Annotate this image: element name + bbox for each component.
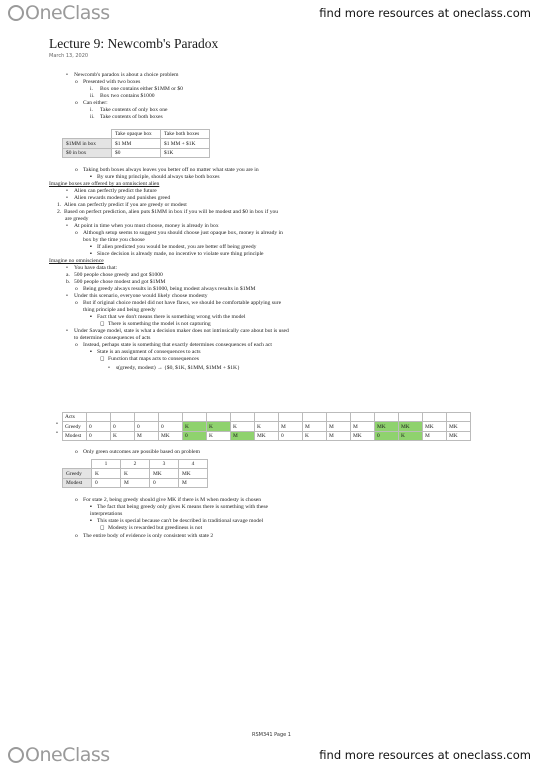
note-line (75, 449, 200, 456)
note-line (66, 195, 170, 202)
outcome-cell: MK (351, 431, 375, 440)
row-label: Modest (63, 431, 87, 440)
outcome-cell: M (351, 422, 375, 431)
note-text: Imagine no omniscience (49, 258, 104, 264)
outcome-cell: 0 (87, 422, 111, 431)
note-line (75, 286, 255, 293)
acts-state-table (62, 412, 471, 441)
outcome-cell: 0 (111, 422, 135, 431)
logo-ring-icon (8, 5, 24, 21)
note-line (66, 223, 219, 230)
bullet-marker: • (66, 293, 68, 299)
table-header-cell: 4 (179, 460, 208, 469)
note-text: Under this scenario, everyone would likely choose modesty (74, 293, 208, 299)
outcome-cell: K (207, 431, 231, 440)
outcome-cell: M (135, 431, 159, 440)
table-row (63, 139, 210, 148)
outcome-cell: 0 (375, 431, 399, 440)
note-line (90, 86, 183, 93)
bullet-marker: ▪ (90, 174, 92, 180)
bullet-marker: ▪ (90, 251, 92, 257)
outcome-cell: K (183, 422, 207, 431)
note-line (90, 244, 256, 251)
note-line (57, 209, 278, 216)
page-label: RSM341 Page 1 (252, 732, 291, 738)
note-text: Taking both boxes always leaves you better off no matter what state you are in (83, 167, 259, 173)
bullet-marker: • (66, 265, 68, 271)
bullet-marker: • (66, 223, 68, 229)
oneclass-logo-footer[interactable]: OneClass (8, 744, 110, 766)
row-label: Greedy (63, 422, 87, 431)
outcome-cell: K (111, 431, 135, 440)
bullet-marker: o (75, 497, 78, 503)
outcome-cell: MK (255, 431, 279, 440)
note-line (90, 174, 220, 181)
note-text: Newcomb's paradox is about a choice problem (74, 72, 179, 78)
note-text: The entire body of evidence is only consistent with state 2 (83, 533, 214, 539)
outcome-cell: 0 (183, 431, 207, 440)
note-text: State is an assignment of consequences to acts (97, 349, 201, 355)
note-line (75, 533, 213, 540)
note-text: Being greedy always results in $1000, being modest always results in $1MM (83, 286, 256, 292)
bullet-marker: ▪ (90, 504, 92, 510)
table-row (63, 422, 471, 431)
outcome-cell: MK (447, 422, 471, 431)
note-line (90, 518, 263, 525)
note-text: Presented with two boxes (83, 79, 141, 85)
outcome-cell: M (279, 422, 303, 431)
table-cell: $1MM in box (63, 139, 112, 148)
lecture-date: March 13, 2020 (49, 53, 89, 59)
note-line (90, 114, 163, 121)
bullet-marker: ▪ (90, 314, 92, 320)
outcome-cell: MK (423, 422, 447, 431)
note-line (100, 525, 202, 532)
table-cell: K (92, 469, 121, 478)
note-text: thing principle and being greedy (83, 307, 156, 313)
bullet-marker: o (75, 342, 78, 348)
table-cell: K (121, 469, 150, 478)
bullet-marker: ◻ (100, 525, 105, 531)
outcome-cell: M (231, 431, 255, 440)
acts-label: Acts (63, 413, 87, 422)
bullet-marker: o (75, 167, 78, 173)
table-cell: Greedy (63, 469, 92, 478)
table-cell: Modest (63, 478, 92, 487)
bullet-marker: • (66, 328, 68, 334)
note-text: 500 people chose modest and got $1MM (74, 279, 166, 285)
note-text: If alien predicted you would be modest, you are better off being greedy (97, 244, 257, 250)
section-heading (49, 181, 159, 188)
note-text: At point in time when you must choose, money is already in box (74, 223, 219, 229)
note-text: By sure thing principle, should always take both boxes (97, 174, 220, 180)
note-text: Instead, perhaps state is something that exactly determines consequences of each act (83, 342, 272, 348)
outcome-cell: MK (159, 431, 183, 440)
table-header-cell: 2 (121, 460, 150, 469)
outcome-cell: K (399, 431, 423, 440)
note-line (66, 272, 163, 279)
bullet-marker: • (66, 72, 68, 78)
note-line (90, 314, 245, 321)
note-text: For state 2, being greedy should give MK if there is M when modesty is chosen (83, 497, 262, 503)
outcome-cell: 0 (87, 431, 111, 440)
table-cell: $1 MM (112, 139, 161, 148)
note-text: You have data that: (74, 265, 118, 271)
note-line (75, 497, 261, 504)
note-line (90, 511, 122, 518)
note-text: Modesty is rewarded but greediness is not (108, 525, 203, 531)
bullet-marker: • (56, 421, 58, 427)
bullet-marker: b. (66, 279, 71, 285)
outcome-cell: MK (399, 422, 423, 431)
bullet-marker: ▪ (90, 244, 92, 250)
outcome-cell: M (303, 422, 327, 431)
note-text: Box one contains either $1MM or $0 (100, 86, 183, 92)
outcome-cell: M (327, 422, 351, 431)
note-line (90, 107, 168, 114)
table-cell: 0 (150, 478, 179, 487)
note-line (66, 293, 208, 300)
bullet-marker: o (75, 230, 78, 236)
logo-ring-icon (8, 747, 24, 763)
bullet-marker: o (75, 533, 78, 539)
outcome-cell: 0 (159, 422, 183, 431)
lecture-title: Lecture 9: Newcomb's Paradox (49, 36, 219, 51)
note-text: Since decision is already made, no incentive to violate sure thing principle (97, 251, 264, 257)
table-cell: $1 MM + $1K (161, 139, 210, 148)
table-row (63, 431, 471, 440)
bullet-marker: ◻ (100, 356, 105, 362)
bullet-marker: o (75, 79, 78, 85)
table-cell: $0 in box (63, 148, 112, 157)
bullet-marker: i. (90, 86, 93, 92)
bullet-marker: • (108, 365, 110, 371)
note-text: Alien rewards modesty and punishes greed (74, 195, 171, 201)
table-row (63, 478, 208, 487)
note-line (57, 202, 187, 209)
note-line (75, 230, 283, 237)
note-line (90, 349, 201, 356)
note-line (66, 279, 165, 286)
note-text: are greedy (65, 216, 89, 222)
note-text: But if original choice model did not have flaws, we should be comfortable applying sure (83, 300, 282, 306)
bullet-marker: 1. (57, 202, 62, 208)
note-text: Alien can perfectly predict the future (74, 188, 157, 194)
outcome-cell: K (207, 422, 231, 431)
note-line (75, 307, 156, 314)
bullet-marker: ▪ (90, 349, 92, 355)
note-line (57, 216, 88, 223)
bullet-marker: • (66, 188, 68, 194)
note-text: Box two contains $1000 (100, 93, 155, 99)
note-text: Although setup seems to suggest you should choose just opaque box, money is already in (83, 230, 283, 236)
table-row (63, 148, 210, 157)
table-header-cell: 3 (150, 460, 179, 469)
outcome-cell: M (327, 431, 351, 440)
note-text: Imagine boxes are offered by an omniscient alien (49, 181, 160, 187)
note-line (75, 237, 145, 244)
note-text: box by the time you choose (83, 237, 145, 243)
note-line (90, 504, 268, 511)
header-tagline[interactable]: find more resources at oneclass.com (319, 6, 531, 20)
note-line (100, 321, 211, 328)
payoff-table (62, 129, 210, 158)
bullet-marker: i. (90, 107, 93, 113)
note-text: There is something the model is not capturing (108, 321, 211, 327)
table-cell: $1K (161, 148, 210, 157)
note-line (75, 167, 259, 174)
note-line (75, 100, 108, 107)
bullet-marker: o (75, 100, 78, 106)
outcome-cell: K (255, 422, 279, 431)
note-text: This state is special because can't be described in traditional savage model (97, 518, 264, 524)
outcome-cell: K (231, 422, 255, 431)
note-line (66, 328, 289, 335)
note-line (90, 251, 264, 258)
bullet-marker: o (75, 449, 78, 455)
bullet-marker: • (66, 195, 68, 201)
table-cell: $0 (112, 148, 161, 157)
note-line (100, 356, 199, 363)
note-line (66, 72, 178, 79)
outcome-cell: 0 (279, 431, 303, 440)
note-text: 500 people chose greedy and got $1000 (74, 272, 163, 278)
note-text: Based on perfect prediction, alien puts $1MM in box if you will be modest and $0 in box if you (64, 209, 279, 215)
table-cell: M (121, 478, 150, 487)
note-text: Under Savage model, state is what a decision maker does not intrinsically care about but is used (74, 328, 289, 334)
note-text: interpretations (90, 511, 123, 517)
bullet-marker: ▪ (90, 518, 92, 524)
page-header (0, 0, 543, 28)
note-text: to determine consequences of acts (74, 335, 151, 341)
note-line (75, 342, 272, 349)
table-header-cell: Take both boxes (161, 130, 210, 139)
note-text: s(greedy, modest) → {$0, $1K, $1MM, $1MM + $1K} (116, 365, 240, 371)
bullet-marker: a. (66, 272, 70, 278)
outcome-cell: M (423, 431, 447, 440)
bullet-marker: ii. (90, 93, 95, 99)
outcome-cell: MK (447, 431, 471, 440)
table-cell: M (179, 478, 208, 487)
bullet-marker: o (75, 300, 78, 306)
note-text: Alien can perfectly predict if you are greedy or modest (64, 202, 187, 208)
table-row (63, 469, 208, 478)
note-line (108, 365, 240, 372)
note-line (66, 265, 117, 272)
note-text: The fact that being greedy only gives K means there is something with these (97, 504, 269, 510)
note-text: Take contents of only box one (100, 107, 168, 113)
outcome-cell: MK (375, 422, 399, 431)
note-line (90, 93, 155, 100)
oneclass-logo[interactable]: OneClass (8, 2, 110, 24)
note-line (66, 335, 150, 342)
note-text: Only green outcomes are possible based on problem (83, 449, 200, 455)
bullet-marker: 2. (57, 209, 62, 215)
bullet-marker: o (75, 286, 78, 292)
note-text: Can either: (83, 100, 108, 106)
table-header-cell (63, 130, 112, 139)
section-heading (49, 258, 104, 265)
table-header-cell: Take opaque box (112, 130, 161, 139)
footer-tagline[interactable]: find more resources at oneclass.com (319, 748, 531, 762)
table-cell: MK (150, 469, 179, 478)
outcome-cell: 0 (135, 422, 159, 431)
bullet-marker: ii. (90, 114, 95, 120)
note-line (66, 188, 157, 195)
table-cell: 0 (92, 478, 121, 487)
table-header-cell: 1 (92, 460, 121, 469)
note-line (75, 300, 281, 307)
note-text: Function that maps acts to consequences (108, 356, 199, 362)
page-footer (0, 742, 543, 770)
note-text: Fact that we don't means there is something wrong with the model (97, 314, 246, 320)
bullet-marker: ◻ (100, 321, 105, 327)
state-table (62, 459, 208, 488)
outcome-cell: K (303, 431, 327, 440)
table-cell: MK (179, 469, 208, 478)
note-line (75, 79, 140, 86)
note-text: Take contents of both boxes (100, 114, 163, 120)
bullet-marker: • (56, 430, 58, 436)
table-header-cell (63, 460, 92, 469)
